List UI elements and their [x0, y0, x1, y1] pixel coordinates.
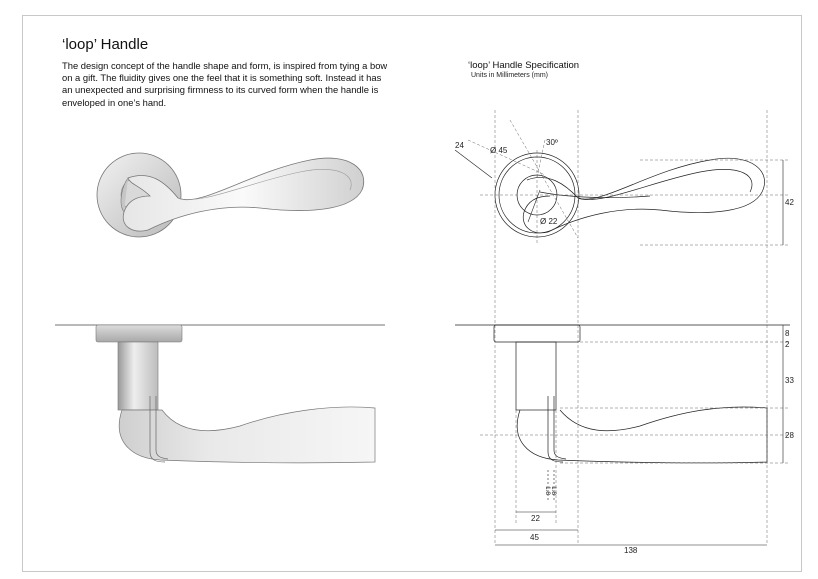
dim-2: 2	[785, 340, 790, 349]
dim-45: 45	[530, 533, 539, 542]
dim-28: 28	[785, 431, 794, 440]
front-view-render	[97, 153, 364, 237]
dim-1-8-left: 1.8	[544, 486, 551, 496]
side-view-render	[55, 325, 385, 463]
dim-33: 33	[785, 376, 794, 385]
page-title: ‘loop’ Handle	[62, 36, 149, 53]
dim-22: 22	[531, 514, 540, 523]
rose-collar	[96, 325, 182, 342]
dim-1-8-right: 1.8	[550, 486, 557, 496]
spec-title: ‘loop’ Handle Specification	[468, 60, 580, 71]
spec-units: Units in Millimeters (mm)	[471, 72, 548, 79]
dim-dia-45: Ø 45	[490, 146, 508, 155]
side-spec-drawing	[455, 325, 790, 463]
dim-angle-30: 30º	[546, 138, 558, 147]
dim-42: 42	[785, 198, 794, 207]
dim-24: 24	[455, 141, 464, 150]
side-spec-dimension-lines	[495, 325, 783, 545]
design-description: The design concept of the handle shape and form, is inspired from tying a bow on a gift. The fluidity gives one the feel that it is something soft. Instead it has an unexpected and surprising firmness to its curved form when the handle is enveloped in one’s hand.	[62, 60, 388, 108]
front-spec-guides	[468, 110, 790, 545]
lever-side	[119, 407, 375, 463]
dim-8: 8	[785, 329, 790, 338]
dim-138: 138	[624, 546, 638, 555]
dim-dia-22: Ø 22	[540, 217, 558, 226]
spindle-stem	[118, 342, 158, 410]
side-spec-guides	[480, 342, 790, 525]
